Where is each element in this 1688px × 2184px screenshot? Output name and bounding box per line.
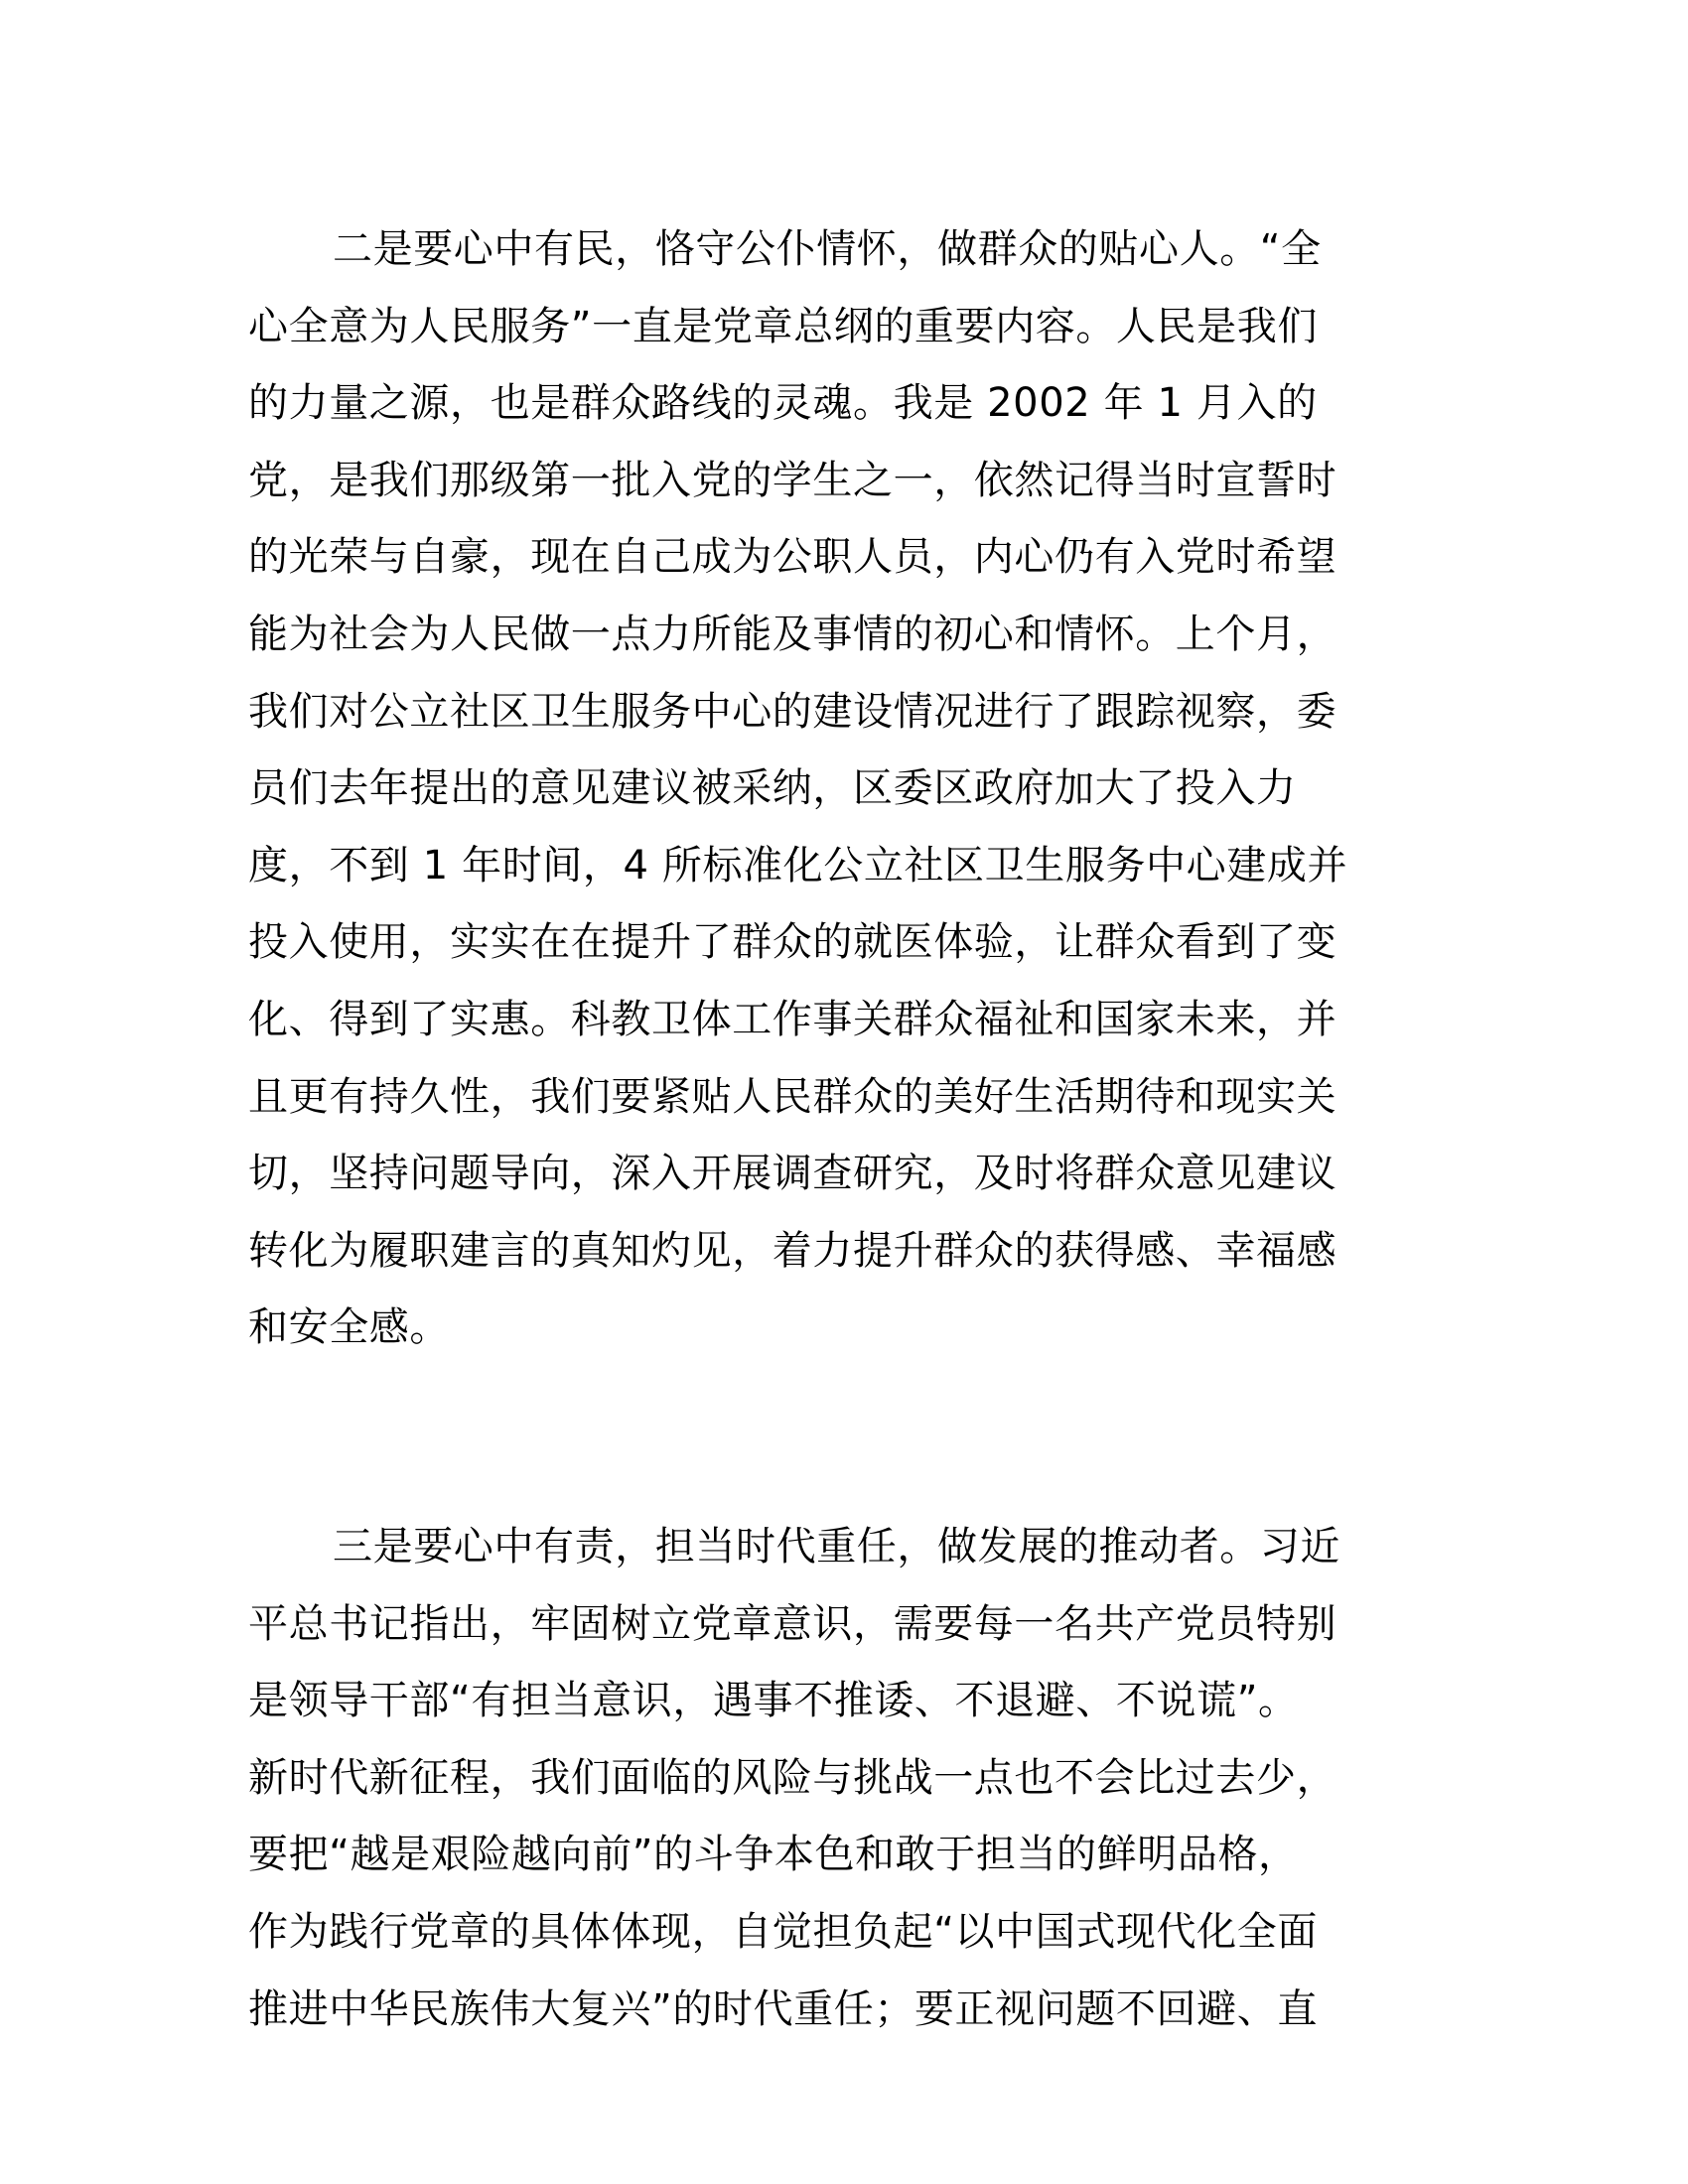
text-line: 二是要心中有民，恪守公仆情怀，做群众的贴心人。“全 [333,226,1322,272]
text-line: 是领导干部“有担当意识，遇事不推诿、不退避、不说谎”。 [248,1678,1299,1724]
text-line: 度，不到 1 年时间，4 所标准化公立社区卫生服务中心建成并 [248,842,1348,888]
text-line: 转化为履职建言的真知灼见，着力提升群众的获得感、幸福感 [248,1227,1337,1274]
text-line: 且更有持久性，我们要紧贴人民群众的美好生活期待和现实关 [248,1073,1337,1120]
paragraph-responsibility [248,1509,1470,2048]
text-line: 能为社会为人民做一点力所能及事情的初心和情怀。上个月， [248,611,1337,657]
text-line: 心全意为人民服务”一直是党章总纲的重要内容。人民是我们 [248,303,1318,349]
text-line: 作为践行党章的具体体现，自觉担负起“以中国式现代化全面 [248,1908,1318,1955]
text-line: 和安全感。 [248,1304,450,1351]
text-line: 员们去年提出的意见建议被采纳，区委区政府加大了投入力 [248,765,1297,812]
text-line: 党，是我们那级第一批入党的学生之一，依然记得当时宣誓时 [248,457,1337,503]
text-line: 我们对公立社区卫生服务中心的建设情况进行了跟踪视察，委 [248,688,1337,735]
paragraph-people-service [248,211,1470,1367]
text-line: 推进中华民族伟大复兴”的时代重任；要正视问题不回避、直 [248,1985,1318,2032]
text-line: 平总书记指出，牢固树立党章意识，需要每一名共产党员特别 [248,1600,1337,1647]
text-line: 新时代新征程，我们面临的风险与挑战一点也不会比过去少， [248,1754,1337,1801]
text-line: 要把“越是艰险越向前”的斗争本色和敢于担当的鲜明品格， [248,1832,1299,1878]
text-line: 的光荣与自豪，现在自己成为公职人员，内心仍有入党时希望 [248,534,1337,581]
text-line: 投入使用，实实在在提升了群众的就医体验，让群众看到了变 [248,919,1337,966]
text-line: 三是要心中有责，担当时代重任，做发展的推动者。习近 [333,1524,1340,1570]
text-line: 化、得到了实惠。科教卫体工作事关群众福祉和国家未来，并 [248,996,1337,1042]
text-line: 的力量之源，也是群众路线的灵魂。我是 2002 年 1 月入的 [248,380,1318,427]
text-line: 切，坚持问题导向，深入开展调查研究，及时将群众意见建议 [248,1151,1337,1197]
